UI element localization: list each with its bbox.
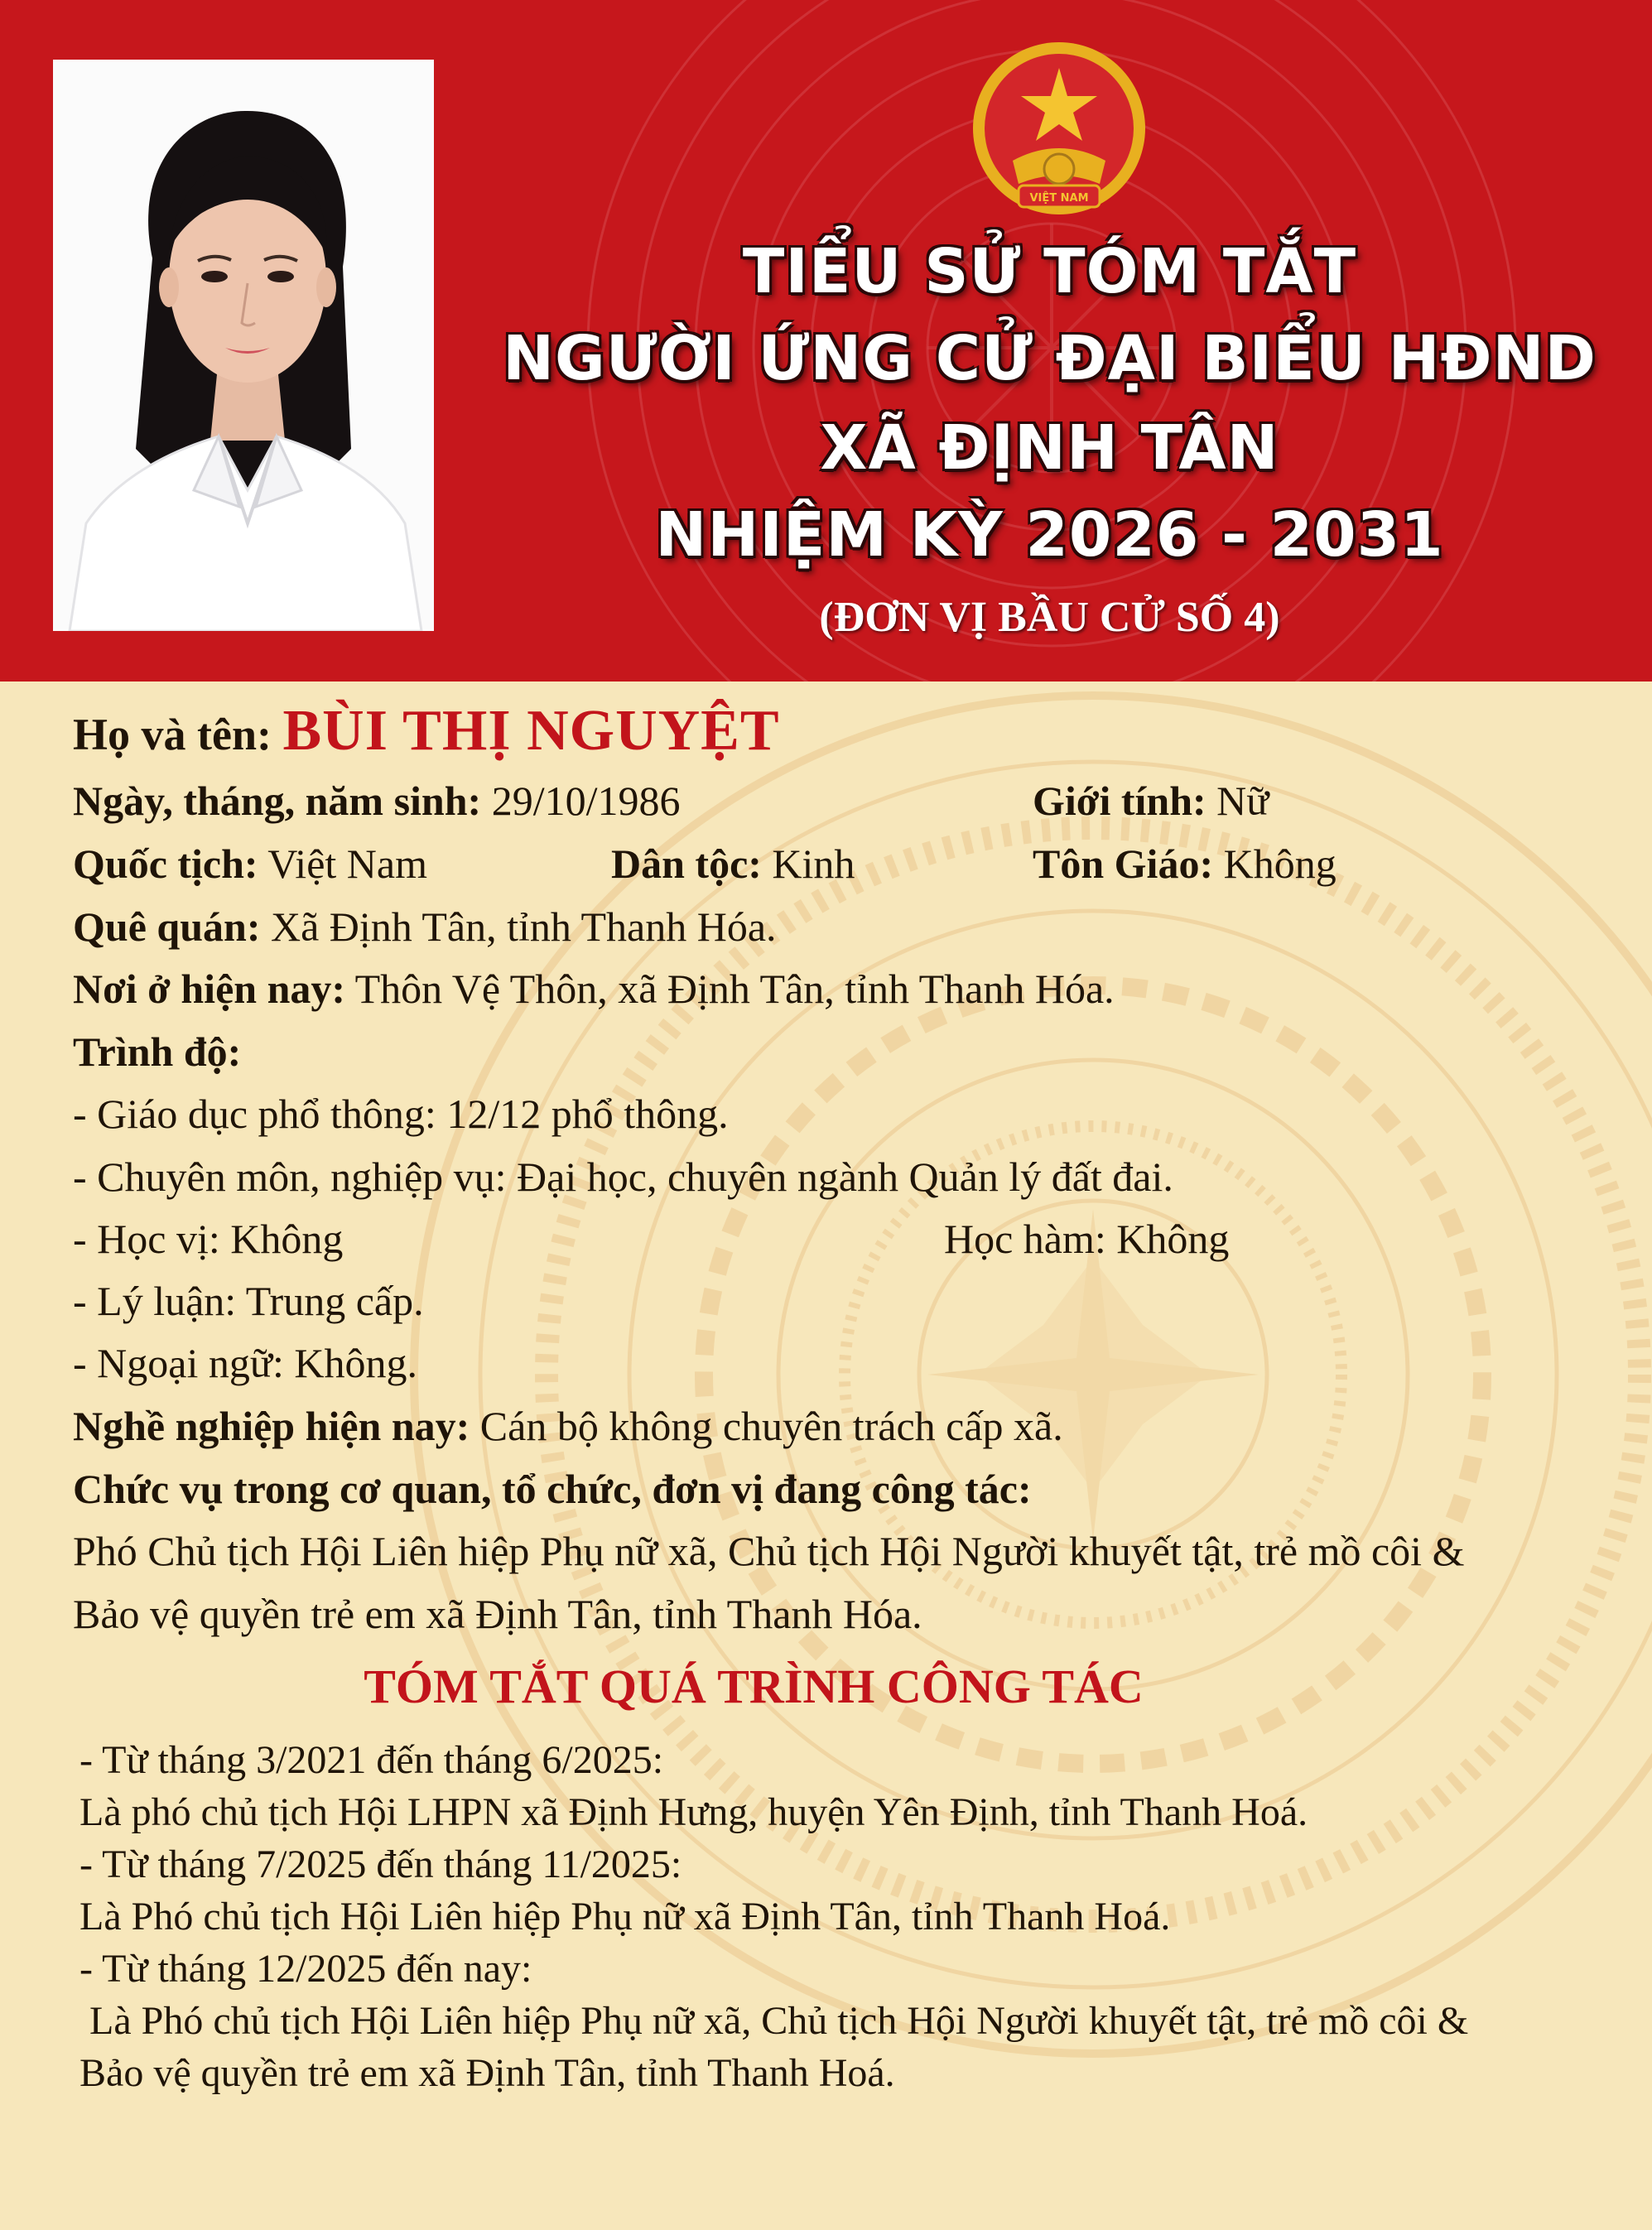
name-row bbox=[73, 699, 780, 763]
history-line: Là phó chủ tịch Hội LHPN xã Định Hưng, huyện Yên Định, tỉnh Thanh Hoá. bbox=[79, 1790, 1308, 1834]
history-line: - Từ tháng 12/2025 đến nay: bbox=[79, 1947, 532, 1991]
position-line-1: Phó Chủ tịch Hội Liên hiệp Phụ nữ xã, Chủ tịch Hội Người khuyết tật, trẻ mồ côi & bbox=[73, 1528, 1465, 1574]
history-line: Bảo vệ quyền trẻ em xã Định Tân, tỉnh Thanh Hoá. bbox=[79, 2051, 895, 2095]
ethnicity-field bbox=[611, 840, 855, 887]
nationality-value: Việt Nam bbox=[267, 840, 427, 887]
gender-field bbox=[1033, 778, 1269, 824]
gender-label: Giới tính: bbox=[1033, 778, 1206, 824]
header-band bbox=[0, 0, 1652, 682]
religion-field bbox=[1033, 840, 1337, 887]
nationality-field bbox=[73, 840, 427, 887]
history-line: - Từ tháng 7/2025 đến tháng 11/2025: bbox=[79, 1842, 682, 1886]
history-line: Là Phó chủ tịch Hội Liên hiệp Phụ nữ xã Định Tân, tỉnh Thanh Hoá. bbox=[79, 1895, 1171, 1939]
religion-label: Tôn Giáo: bbox=[1033, 840, 1214, 887]
work-history-title: TÓM TẮT QUÁ TRÌNH CÔNG TÁC bbox=[364, 1659, 1144, 1713]
position-line-2: Bảo vệ quyền trẻ em xã Định Tân, tỉnh Thanh Hóa. bbox=[73, 1591, 922, 1637]
academic-title-line: Học hàm: Không bbox=[944, 1216, 1230, 1262]
dob-value: 29/10/1986 bbox=[491, 778, 681, 824]
history-line: - Từ tháng 3/2021 đến tháng 6/2025: bbox=[79, 1738, 664, 1782]
position-heading bbox=[73, 1468, 1032, 1510]
residence-value: Thôn Vệ Thôn, xã Định Tân, tỉnh Thanh Hóa. bbox=[354, 966, 1115, 1012]
emblem-ribbon-text: VIỆT NAM bbox=[1029, 192, 1089, 205]
candidate-name: BÙI THỊ NGUYỆT bbox=[282, 699, 780, 763]
national-emblem-icon bbox=[967, 36, 1151, 220]
dob-row bbox=[73, 778, 681, 824]
residence-row bbox=[73, 966, 1115, 1012]
education-heading bbox=[73, 1028, 242, 1075]
candidate-portrait bbox=[53, 60, 434, 631]
position-label: Chức vụ trong cơ quan, tổ chức, đơn vị đang công tác: bbox=[73, 1466, 1032, 1512]
electoral-unit-subtitle: (ĐƠN VỊ BẦU CỬ SỐ 4) bbox=[819, 594, 1280, 641]
degree-line: - Học vị: Không bbox=[73, 1216, 344, 1262]
residence-label: Nơi ở hiện nay: bbox=[73, 966, 346, 1012]
name-label: Họ và tên: bbox=[73, 710, 272, 759]
hometown-value: Xã Định Tân, tỉnh Thanh Hóa. bbox=[270, 903, 777, 950]
foreign-language-line: - Ngoại ngữ: Không. bbox=[73, 1340, 417, 1386]
title-line-3: XÃ ĐỊNH TÂN bbox=[820, 412, 1279, 484]
hometown-row bbox=[73, 903, 777, 950]
hometown-label: Quê quán: bbox=[73, 903, 261, 950]
general-education-line: - Giáo dục phổ thông: 12/12 phổ thông. bbox=[73, 1091, 729, 1137]
nationality-label: Quốc tịch: bbox=[73, 840, 258, 887]
occupation-row bbox=[73, 1405, 1063, 1447]
gender-value: Nữ bbox=[1216, 778, 1269, 824]
occupation-label: Nghề nghiệp hiện nay: bbox=[73, 1403, 470, 1449]
political-theory-line: - Lý luận: Trung cấp. bbox=[73, 1278, 424, 1324]
ethnicity-label: Dân tộc: bbox=[611, 840, 762, 887]
occupation-value: Cán bộ không chuyên trách cấp xã. bbox=[479, 1403, 1063, 1449]
title-line-1: TIỂU SỬ TÓM TẮT bbox=[742, 236, 1357, 307]
ethnicity-value: Kinh bbox=[772, 840, 855, 887]
dob-label: Ngày, tháng, năm sinh: bbox=[73, 778, 482, 824]
title-line-2: NGƯỜI ỨNG CỬ ĐẠI BIỂU HĐND bbox=[503, 323, 1597, 394]
religion-value: Không bbox=[1223, 840, 1337, 887]
education-label: Trình độ: bbox=[73, 1028, 242, 1075]
specialty-line: - Chuyên môn, nghiệp vụ: Đại học, chuyên ngành Quản lý đất đai. bbox=[73, 1154, 1173, 1200]
title-line-4: NHIỆM KỲ 2026 - 2031 bbox=[655, 499, 1444, 571]
history-line: Là Phó chủ tịch Hội Liên hiệp Phụ nữ xã, Chủ tịch Hội Người khuyết tật, trẻ mồ côi & bbox=[79, 1999, 1469, 2043]
